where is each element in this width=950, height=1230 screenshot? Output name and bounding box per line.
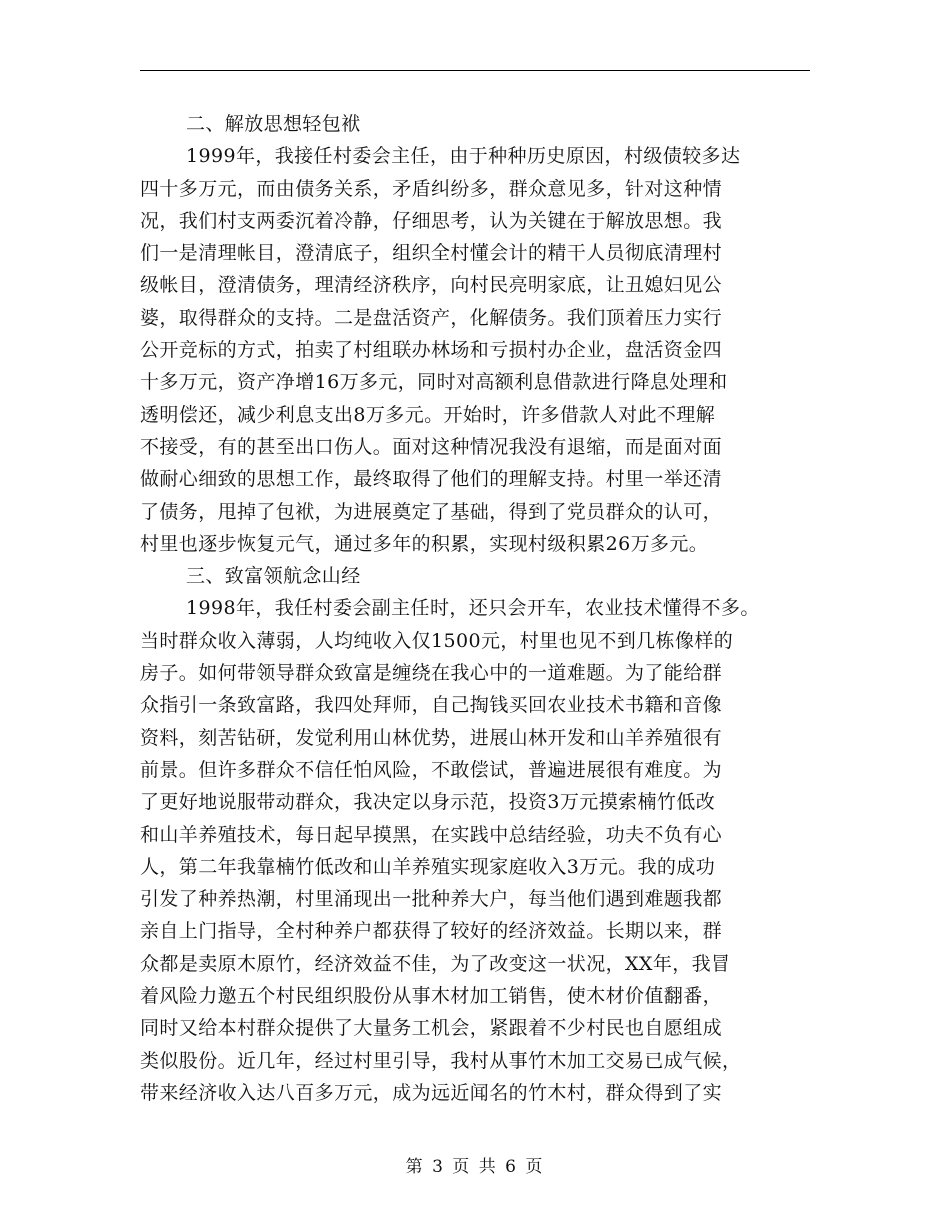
paragraph-line: 着风险力邀五个村民组织股份从事木材加工销售，使木材价值翻番， xyxy=(140,985,723,1008)
paragraph-line: 前景。但许多群众不信任怕风险，不敢偿试，普遍进展很有难度。为 xyxy=(140,758,723,781)
paragraph-line: 们一是清理帐目，澄清底子，组织全村懂会计的精干人员彻底清理村 xyxy=(140,242,723,265)
paragraph-line: 人，第二年我靠楠竹低改和山羊养殖实现家庭收入3万元。我的成功 xyxy=(140,855,716,878)
paragraph-line: 透明偿还，减少利息支出8万多元。开始时，许多借款人对此不理解 xyxy=(140,403,716,426)
paragraph-line: 众指引一条致富路，我四处拜师，自己掏钱买回农业技术书籍和音像 xyxy=(140,694,723,717)
section-heading: 三、致富领航念山经 xyxy=(186,565,361,588)
paragraph-line: 和山羊养殖技术，每日起早摸黑，在实践中总结经验，功夫不负有心 xyxy=(140,823,723,846)
paragraph-line: 房子。如何带领导群众致富是缠绕在我心中的一道难题。为了能给群 xyxy=(140,662,723,685)
paragraph-line: 公开竞标的方式，拍卖了村组联办林场和亏损村办企业，盘活资金四 xyxy=(140,339,723,362)
paragraph-line: 不接受，有的甚至出口伤人。面对这种情况我没有退缩，而是面对面 xyxy=(140,435,723,458)
paragraph-line: 当时群众收入薄弱，人均纯收入仅1500元，村里也见不到几栋像样的 xyxy=(140,629,734,652)
section-heading: 二、解放思想轻包袱 xyxy=(186,113,361,135)
paragraph-line: 做耐心细致的思想工作，最终取得了他们的理解支持。村里一举还清 xyxy=(140,468,723,491)
paragraph-line: 级帐目，澄清债务，理清经济秩序，向村民亮明家底，让丑媳妇见公 xyxy=(140,274,723,297)
paragraph-line: 十多万元，资产净增16万多元，同时对高额利息借款进行降息处理和 xyxy=(140,371,728,394)
page-footer: 第 3 页 共 6 页 xyxy=(405,1157,545,1177)
paragraph-line: 引发了种养热潮，村里涌现出一批种养大户，每当他们遇到难题我都 xyxy=(140,888,723,911)
paragraph-line: 了债务，甩掉了包袱，为进展奠定了基础，得到了党员群众的认可， xyxy=(140,500,723,523)
paragraph-line: 婆，取得群众的支持。二是盘活资产，化解债务。我们顶着压力实行 xyxy=(140,306,723,329)
paragraph-line: 带来经济收入达八百多万元，成为远近闻名的竹木村，群众得到了实 xyxy=(140,1081,723,1104)
paragraph-line: 况，我们村支两委沉着冷静，仔细思考，认为关键在于解放思想。我 xyxy=(140,209,723,232)
paragraph-line: 1999年，我接任村委会主任，由于种种历史原因，村级债较多达 xyxy=(186,145,741,168)
body-text xyxy=(140,108,820,1109)
paragraph-line: 村里也逐步恢复元气，通过多年的积累，实现村级积累26万多元。 xyxy=(140,532,709,555)
paragraph-line: 四十多万元，而由债务关系，矛盾纠纷多，群众意见多，针对这种情 xyxy=(140,177,723,200)
header-rule xyxy=(140,70,810,71)
paragraph-line: 1998年，我任村委会副主任时，还只会开车，农业技术懂得不多。 xyxy=(186,597,760,620)
paragraph-line: 众都是卖原木原竹，经济效益不佳，为了改变这一状况，XX年，我冒 xyxy=(140,952,731,975)
paragraph-line: 资料，刻苦钻研，发觉利用山林优势，进展山林开发和山羊养殖很有 xyxy=(140,726,723,749)
paragraph-line: 亲自上门指导，全村种养户都获得了较好的经济效益。长期以来，群 xyxy=(140,920,723,943)
paragraph-line: 了更好地说服带动群众，我决定以身示范，投资3万元摸索楠竹低改 xyxy=(140,791,716,814)
paragraph-line: 类似股份。近几年，经过村里引导，我村从事竹木加工交易已成气候， xyxy=(140,1049,742,1072)
paragraph-line: 同时又给本村群众提供了大量务工机会，紧跟着不少村民也自愿组成 xyxy=(140,1017,723,1040)
